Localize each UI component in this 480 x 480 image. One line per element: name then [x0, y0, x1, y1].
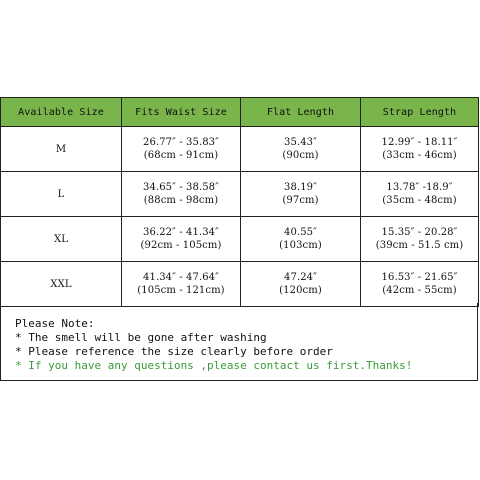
strap-inches: 16.53″ - 21.65″ [381, 272, 458, 283]
header-strap-length: Strap Length [361, 98, 479, 127]
waist-cell [122, 127, 241, 172]
size-cell: XXL [1, 262, 122, 307]
strap-inches: 13.78″ -18.9″ [386, 182, 453, 193]
waist-cell [122, 217, 241, 262]
strap-length-cell [361, 262, 479, 307]
note-line: * The smell will be gone after washing [15, 331, 267, 344]
waist-inches: 26.77″ - 35.83″ [143, 137, 219, 148]
strap-length-cell [361, 172, 479, 217]
size-cell: M [1, 127, 122, 172]
table-row [1, 172, 479, 217]
waist-cm: (105cm - 121cm) [137, 285, 225, 296]
notes-title: Please Note: [15, 317, 95, 330]
strap-cm: (35cm - 48cm) [382, 195, 457, 206]
waist-inches: 41.34″ - 47.64″ [143, 272, 219, 283]
waist-cm: (92cm - 105cm) [140, 240, 222, 251]
strap-cm: (39cm - 51.5 cm) [375, 240, 464, 251]
strap-length-cell [361, 127, 479, 172]
size-cell: XL [1, 217, 122, 262]
flat-length-cell [241, 172, 361, 217]
waist-cell [122, 262, 241, 307]
waist-cm: (88cm - 98cm) [143, 195, 219, 206]
waist-inches: 36.22″ - 41.34″ [143, 227, 219, 238]
waist-cm: (68cm - 91cm) [143, 150, 219, 161]
strap-cm: (42cm - 55cm) [382, 285, 457, 296]
table-row [1, 127, 479, 172]
flat-length-cell [241, 127, 361, 172]
strap-inches: 12.99″ - 18.11″ [381, 137, 458, 148]
strap-length-cell [361, 217, 479, 262]
flat-cm: (97cm) [282, 195, 319, 206]
flat-inches: 35.43″ [284, 137, 317, 148]
flat-inches: 40.55″ [284, 227, 317, 238]
waist-inches: 34.65″ - 38.58″ [143, 182, 219, 193]
strap-inches: 15.35″ - 20.28″ [381, 227, 458, 238]
flat-cm: (90cm) [282, 150, 319, 161]
table-header-row [1, 98, 479, 127]
waist-cell [122, 172, 241, 217]
header-flat-length: Flat Length [241, 98, 361, 127]
flat-inches: 38.19″ [284, 182, 317, 193]
note-line: * Please reference the size clearly before order [15, 345, 333, 358]
table-row [1, 262, 479, 307]
flat-length-cell [241, 262, 361, 307]
header-available-size: Available Size [1, 98, 122, 127]
flat-cm: (120cm) [279, 285, 322, 296]
header-fits-waist-size: Fits Waist Size [122, 98, 241, 127]
flat-cm: (103cm) [279, 240, 322, 251]
flat-inches: 47.24″ [284, 272, 317, 283]
strap-cm: (33cm - 46cm) [382, 150, 457, 161]
note-highlight: * If you have any questions ,please contact us first.Thanks! [15, 359, 413, 372]
table-row [1, 217, 479, 262]
size-chart-table [0, 97, 479, 307]
notes-box [0, 303, 478, 381]
size-cell: L [1, 172, 122, 217]
flat-length-cell [241, 217, 361, 262]
